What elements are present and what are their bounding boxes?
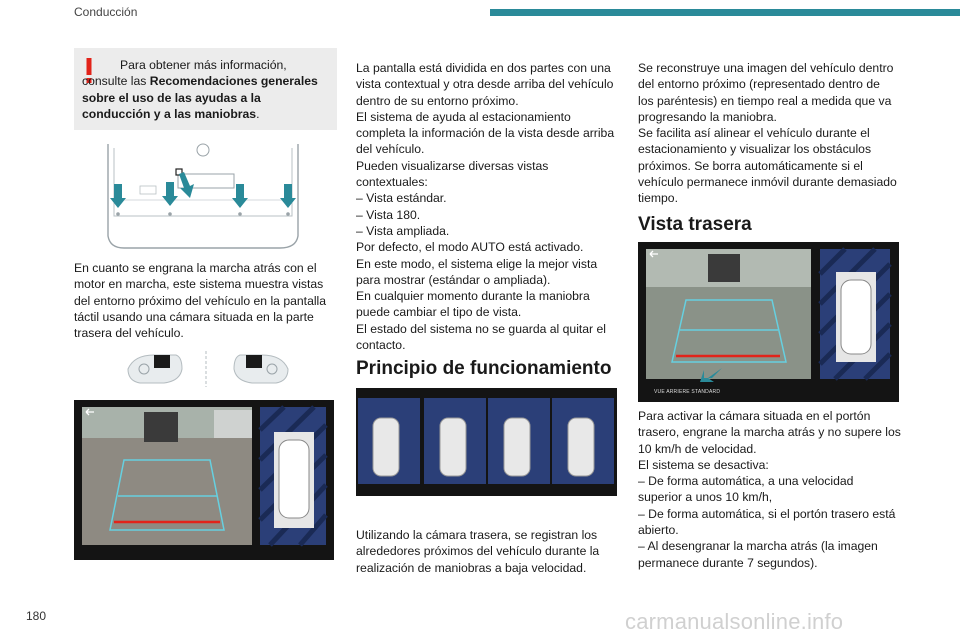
- operation-principle-panels: [356, 388, 617, 496]
- intro-paragraph: En cuanto se engrana la marcha atrás con el motor en marcha, este sistema muestra vistas del entorno próximo del vehículo en la pantalla táctil usando una cámara situada en la parte trasera del vehículo.: [74, 261, 327, 341]
- note-box: [74, 48, 337, 130]
- column-2-text: La pantalla está dividida en dos partes con una vista contextual y otra desde arriba del vehículo dentro de su entorno próximo. El sistema de ayuda al estacionamiento completa la información de la vista desde arriba del vehículo. Pueden visualizarse diversas vistas contextuales: – Vista estándar. – Vista 180. – Vista ampliada. Por defecto, el modo AUTO está activado. En este modo, el sistema elige la mejor vista para mostrar (estándar o ampliada). En cualquier momento durante la maniobra puede cambiar el tipo de vista. El estado del sistema no se guarda al quitar el contacto.: [356, 61, 615, 353]
- screen-view-label: VUE ARRIERE STANDARD: [654, 389, 721, 395]
- heading-principio: Principio de funcionamiento: [356, 358, 612, 379]
- page-number: 180: [26, 609, 47, 623]
- header-accent-bar: [490, 9, 960, 16]
- vista-trasera-text: Para activar la cámara situada en el portón trasero, engrane la marcha atrás y no supere los 10 km/h de velocidad. El sistema se desactiva: – De forma automática, a una velocidad superior a unos 10 km/h, – De forma automática, si el portón trasero está abierto. – Al desengranar la marcha atrás (la imagen permanece durante 7 segundos).: [638, 409, 901, 570]
- camera-screen-standard: [74, 400, 334, 560]
- section-title: Conducción: [74, 5, 138, 19]
- principio-text: Utilizando la cámara trasera, se registran los alrededores próximos del vehículo durante la realización de maniobras a baja velocidad.: [356, 528, 600, 575]
- vehicle-rear-illustration: [100, 136, 305, 252]
- note-text: Para obtener más información, consulte las Recomendaciones generales sobre el uso de las ayudas a la conducción y a las maniobras.: [82, 58, 318, 122]
- side-mirrors-illustration: [124, 351, 292, 387]
- camera-screen-rear: [638, 242, 899, 402]
- heading-vista-trasera: Vista trasera: [638, 214, 752, 235]
- note-bold-link: Recomendaciones generales sobre el uso de las ayudas a la conducción y a las maniobras: [82, 74, 318, 122]
- column-3-text: Se reconstruye una imagen del vehículo dentro del entorno próximo (representado dentro de los paréntesis) en tiempo real a medida que va progresando la maniobra. Se facilita así alinear el vehículo durante el estacionamiento y visualizar los obstáculos próximos. Se borra automáticamente si el vehículo permanece inmóvil durante demasiado tiempo.: [638, 61, 897, 206]
- watermark: carmanualsonline.info: [625, 609, 844, 634]
